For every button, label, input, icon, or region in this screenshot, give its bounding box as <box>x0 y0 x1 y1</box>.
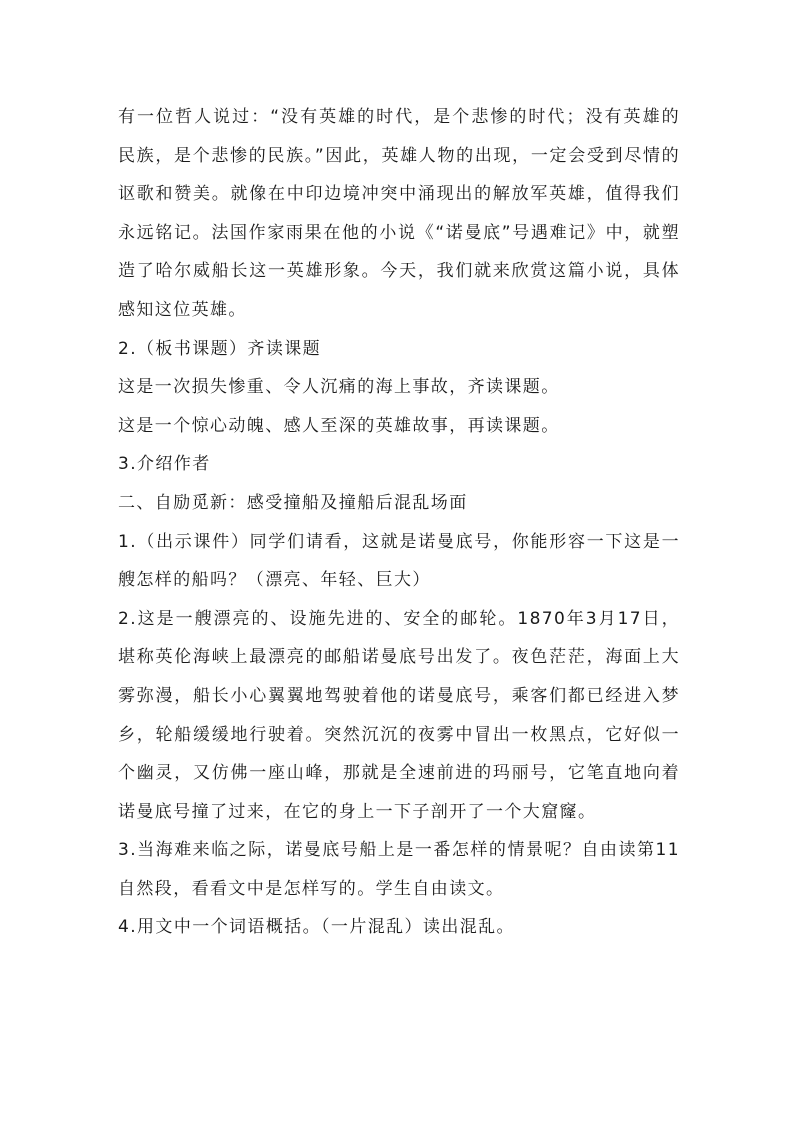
section-2-item-4: 4.用文中一个词语概括。（一片混乱）读出混乱。 <box>118 917 515 938</box>
intro-paragraph: 有一位哲人说过：“没有英雄的时代，是个悲惨的时代；没有英雄的民族，是个悲惨的民族。”因此，英雄人物的出现，一定会受到尽情的讴歌和赞美。就像在中印边境冲突中涌现出的解放军英雄，值得我们永远铭记。法国作家雨果在他的小说《“诺曼底”号遇难记》中，就塑造了哈尔威船长这一英雄形象。今天，我们就来欣赏这篇小说，具体感知这位英雄。 <box>118 107 680 320</box>
document-page <box>118 98 680 947</box>
read-title-line-1: 这是一次损失惨重、令人沉痛的海上事故，齐读课题。 <box>118 377 560 398</box>
section-2-item-3: 3.当海难来临之际，诺曼底号船上是一番怎样的情景呢？自由读第11自然段，看看文中是怎样写的。学生自由读文。 <box>118 840 680 899</box>
read-title-line-2: 这是一个惊心动魄、感人至深的英雄故事，再读课题。 <box>118 415 560 436</box>
section-2-item-1: 1.（出示课件）同学们请看，这就是诺曼底号，你能形容一下这是一艘怎样的船吗？（漂亮、年轻、巨大） <box>118 531 680 591</box>
step-3-heading: 3.介绍作者 <box>118 454 211 475</box>
section-2-heading: 二、自励觅新：感受撞船及撞船后混乱场面 <box>118 492 468 513</box>
step-2-heading: 2.（板书课题）齐读课题 <box>118 338 322 359</box>
section-2-item-2: 2.这是一艘漂亮的、设施先进的、安全的邮轮。1870年3月17日，堪称英伦海峡上最漂亮的邮船诺曼底号出发了。夜色茫茫，海面上大雾弥漫，船长小心翼翼地驾驶着他的诺曼底号，乘客们都已经进入梦乡，轮船缓缓地行驶着。突然沉沉的夜雾中冒出一枚黑点，它好似一个幽灵，又仿佛一座山峰，那就是全速前进的玛丽号，它笔直地向着诺曼底号撞了过来，在它的身上一下子剖开了一个大窟窿。 <box>118 608 680 822</box>
